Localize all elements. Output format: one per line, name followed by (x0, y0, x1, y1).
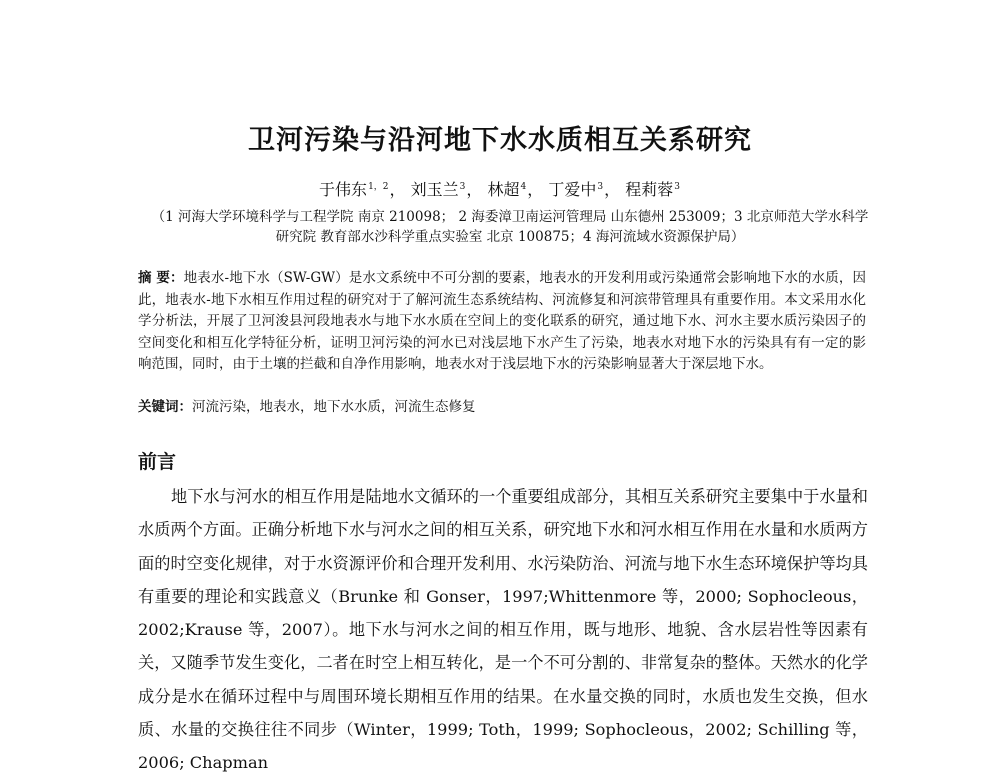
section-heading: 前言 (138, 451, 177, 473)
author (319, 180, 405, 199)
author-affil-mark: 4 (520, 182, 527, 192)
author-affil-mark: 3 (597, 182, 604, 192)
author (411, 180, 483, 199)
abstract-label: 摘 要： (138, 270, 184, 286)
paper-title: 卫河污染与沿河地下水水质相互关系研究 (248, 125, 752, 156)
author-separator: ， (389, 180, 406, 199)
body-paragraph: 地下水与河水的相互作用是陆地水文循环的一个重要组成部分，其相互关系研究主要集中于水量和水质两个方面。正确分析地下水与河水之间的相互关系，研究地下水和河水相互作用在水量和水质两方面的时空变化规律，对于水资源评价和合理开发利用、水污染防治、河流与地下水生态环境保护等均具有重要的理论和实践意义（Brunke 和 Gonser，1997;Whittenmore 等，2000; Sophocleous，2002;Krause 等，2007）。地下水与河水之间的相互作用，既与地形、地貌、含水层岩性等因素有关，又随季节发生变化，二者在时空上相互转化，是一个不可分割的、非常复杂的整体。天然水的化学成分是水在循环过程中与周围环境长期相互作用的结果。在水量交换的同时，水质也发生交换，但水质、水量的交换往往不同步（Winter，1999; Toth，1999; Sophocleous，2002; Schilling 等，2006; Chapman (138, 487, 868, 773)
author-name: 丁爱中 (548, 180, 597, 199)
author (625, 180, 681, 199)
abstract (138, 268, 866, 376)
abstract-text: 地表水-地下水（SW-GW）是水文系统中不可分割的要素，地表水的开发利用或污染通常会影响地下水的水质，因此，地表水-地下水相互作用过程的研究对于了解河流生态系统结构、河流修复和河滨带管理具有重要作用。本文采用水化学分析法，开展了卫河浚县河段地表水与地下水水质在空间上的变化联系的研究，通过地下水、河水主要水质污染因子的空间变化和相互化学特征分析，证明卫河污染的河水已对浅层地下水产生了污染，地表水对地下水的污染具有有一定的影响范围，同时，由于土壤的拦截和自净作用影响，地表水对于浅层地下水的污染影响显著大于深层地下水。 (138, 270, 866, 372)
author-separator: ， (604, 180, 621, 199)
keywords (138, 397, 866, 418)
author-affil-mark: 1，2 (368, 182, 389, 192)
author-affil-mark: 3 (674, 182, 680, 192)
keywords-text: 河流污染，地表水，地下水水质，河流生态修复 (192, 399, 476, 415)
affiliations: （1 河海大学环境科学与工程学院 南京 210098； 2 海委漳卫南运河管理局 山东德州 253009；3 北京师范大学水科学研究院 教育部水沙科学重点实验室 北京 100875；4 海河流域水资源保护局） (151, 209, 869, 245)
author-name: 程莉蓉 (625, 180, 674, 199)
author (487, 180, 543, 199)
author-name: 刘玉兰 (410, 180, 459, 199)
author-affil-mark: 3 (459, 182, 466, 192)
author-name: 林超 (487, 180, 520, 199)
author-list (0, 177, 1000, 200)
author-separator: ， (527, 180, 544, 199)
author-name: 于伟东 (319, 180, 368, 199)
keywords-label: 关键词： (138, 399, 192, 415)
author-separator: ， (466, 180, 483, 199)
author (548, 180, 620, 199)
